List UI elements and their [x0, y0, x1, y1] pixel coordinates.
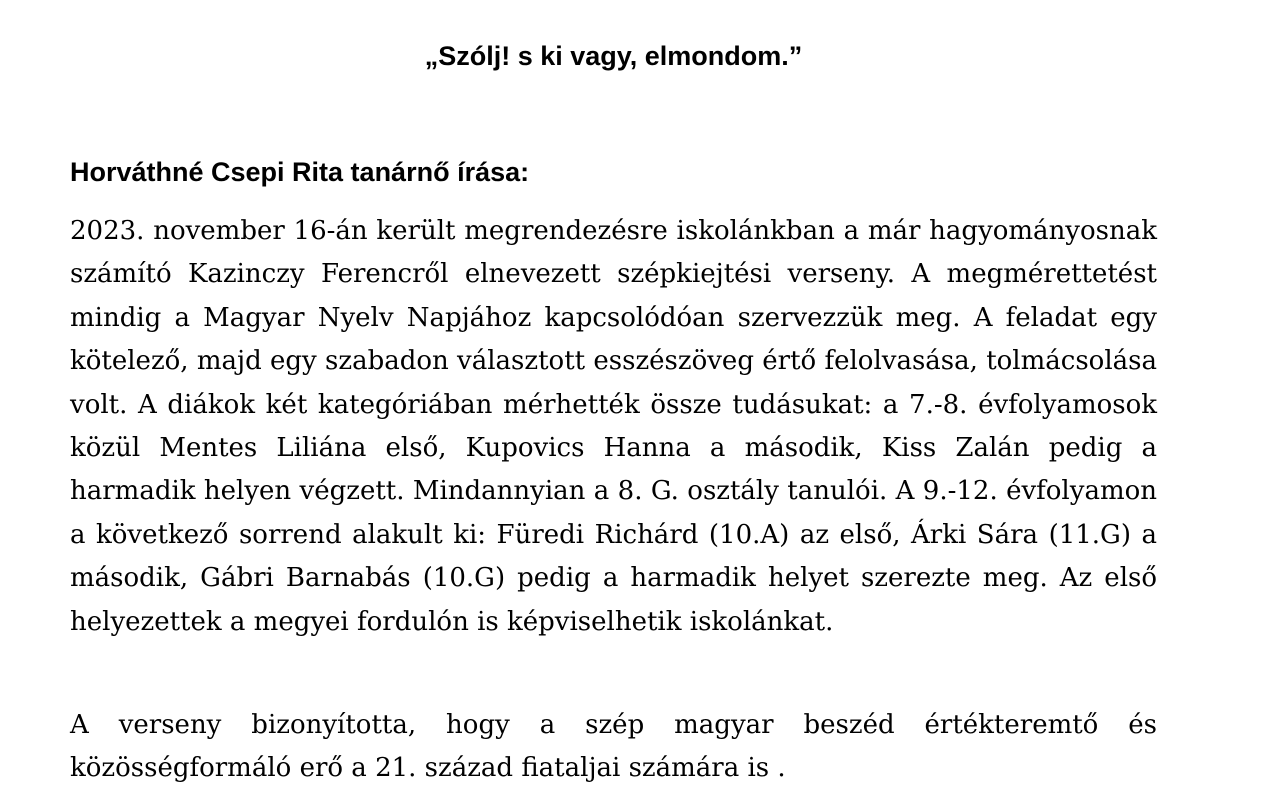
article-title: „Szólj! s ki vagy, elmondom.”: [424, 41, 803, 71]
author-line: Horváthné Csepi Rita tanárnő írása:: [70, 157, 530, 187]
document-page: [70, 0, 1157, 800]
body-paragraph-1: 2023. november 16-án került megrendezésre iskolánkban a már hagyományosnak számító Kazinczy Ferencről elnevezett szépkiejtési verseny. A megmérettetést mindig a Magyar Nyelv Napjához kapcsolódóan szervezzük meg. A feladat egy kötelező, majd egy szabadon választott esszészöveg értő felolvasása, tolmácsolása volt. A diákok két kategóriában mérhették össze tudásukat: a 7.-8. évfolyamosok közül Mentes Liliána első, Kupovics Hanna a második, Kiss Zalán pedig a harmadik helyen végzett. Mindannyian a 8. G. osztály tanulói. A 9.-12. évfolyamon a következő sorrend alakult ki: Füredi Richárd (10.A) az első, Árki Sára (11.G) a második, Gábri Barnabás (10.G) pedig a harmadik helyet szerezte meg. Az első helyezettek a megyei fordulón is képviselhetik iskolánkat.: [70, 216, 1157, 637]
body-paragraph-2: A verseny bizonyította, hogy a szép magyar beszéd értékteremtő és közösségformáló erő a 21. század fiataljai számára is .: [70, 710, 1157, 784]
